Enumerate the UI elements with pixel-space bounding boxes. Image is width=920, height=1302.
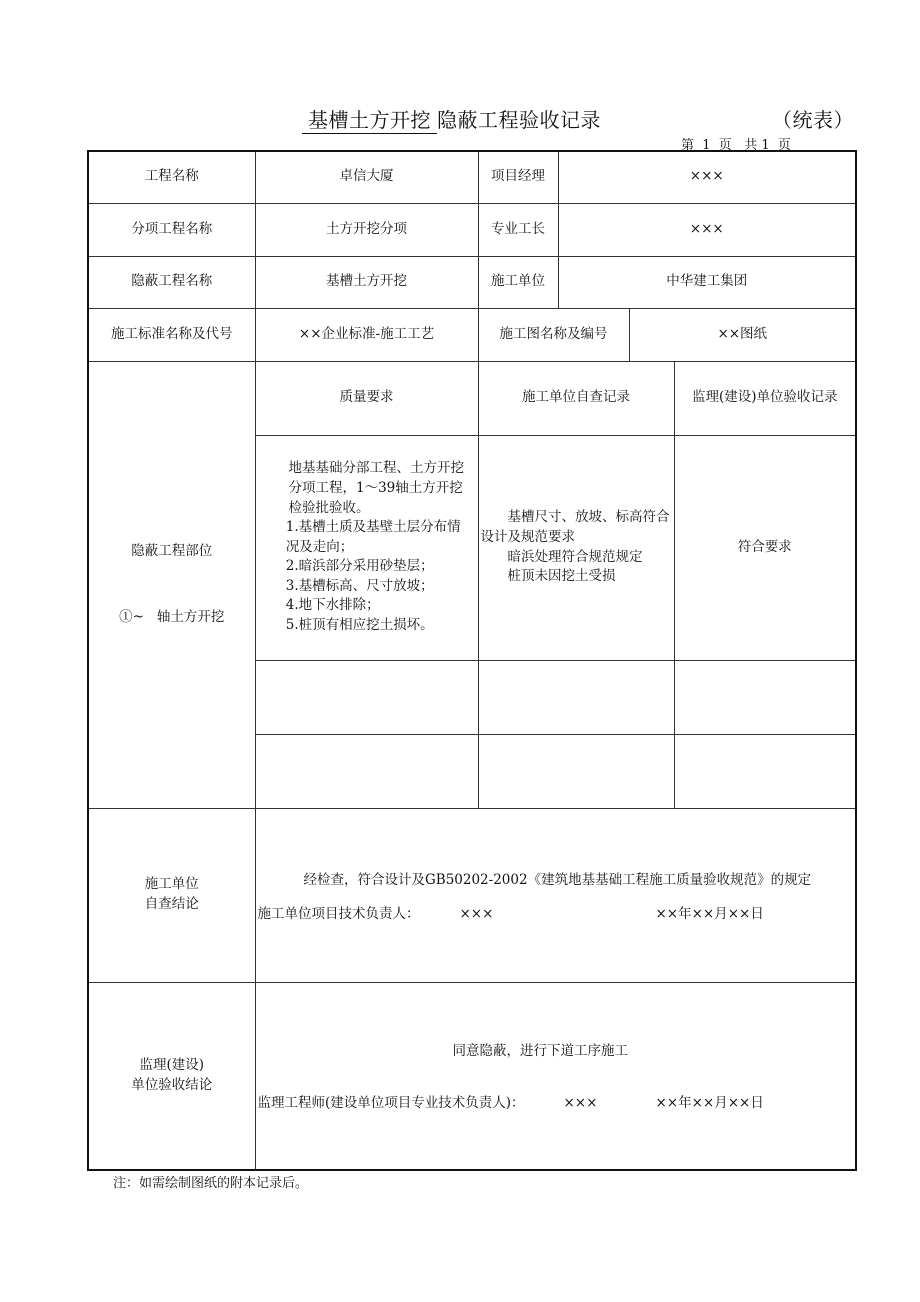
supervisor-conclusion-label-cell <box>88 982 255 1170</box>
form-title <box>302 104 601 133</box>
empty-cell <box>255 660 478 734</box>
project-name-label: 工程名称 <box>88 151 255 203</box>
quality-line: 地基基础分部工程、土方开挖分项工程，1～39轴土方开挖检验批验收。 <box>288 460 464 516</box>
foreman-value: ××× <box>558 203 856 256</box>
hidden-section-label: 隐蔽工程部位 <box>131 542 213 559</box>
self-conclusion-signer-label: 施工单位项目技术负责人： <box>257 905 420 922</box>
supervisor-conclusion-signer-label: 监理工程师(建设单位项目专业技术负责人)： <box>257 1094 525 1111</box>
title-suffix: 隐蔽工程验收记录 <box>437 108 601 132</box>
self-conclusion-cell <box>255 808 856 982</box>
quality-line: 1.基槽土质及基壁土层分布情况及走向； <box>285 519 461 555</box>
title-part-name: 基槽土方开挖 <box>302 108 437 134</box>
self-conclusion-text: 经检查，符合设计及GB50202-2002《建筑地基基础工程施工质量验收规范》的规定 <box>303 872 812 889</box>
contractor-value: 中华建工集团 <box>558 256 856 308</box>
hidden-project-value: 基槽土方开挖 <box>255 256 478 308</box>
empty-cell <box>674 734 856 808</box>
sub-project-label: 分项工程名称 <box>88 203 255 256</box>
supervisor-result: 符合要求 <box>674 435 856 660</box>
page-info: 第 1 页 共 1 页 <box>681 138 791 153</box>
self-check-line: 基槽尺寸、放坡、标高符合设计及规范要求 <box>480 509 670 545</box>
contractor-label: 施工单位 <box>478 256 558 308</box>
supervisor-conclusion-signer: ××× <box>563 1094 598 1111</box>
empty-cell <box>674 660 856 734</box>
self-check-line: 暗浜处理符合规范规定 <box>507 548 643 565</box>
drawing-label: 施工图名称及编号 <box>478 308 629 361</box>
quality-line: 3.基槽标高、尺寸放坡； <box>285 577 434 594</box>
self-check-line: 桩顶未因挖土受损 <box>507 568 616 585</box>
self-conclusion-date: ××年××月××日 <box>655 905 764 922</box>
empty-cell <box>478 734 674 808</box>
inspection-record-table <box>87 150 857 1171</box>
supervisor-conclusion-text: 同意隐蔽，进行下道工序施工 <box>452 1042 628 1059</box>
title-continued: （统表） <box>772 108 854 132</box>
col-self-check-header: 施工单位自查记录 <box>478 361 674 435</box>
col-quality-header: 质量要求 <box>255 361 478 435</box>
footnote: 注：如需绘制图纸的附本记录后。 <box>113 1176 309 1191</box>
standard-value: ××企业标准-施工工艺 <box>255 308 478 361</box>
foreman-label: 专业工长 <box>478 203 558 256</box>
self-conclusion-signer: ××× <box>459 905 494 922</box>
quality-line: 2.暗浜部分采用砂垫层； <box>285 558 434 575</box>
quality-requirements <box>255 435 478 660</box>
standard-label: 施工标准名称及代号 <box>88 308 255 361</box>
supervisor-conclusion-date: ××年××月××日 <box>655 1094 764 1111</box>
project-manager-value: ××× <box>558 151 856 203</box>
col-supervisor-header: 监理(建设)单位验收记录 <box>674 361 856 435</box>
supervisor-conclusion-label-line1: 监理(建设) <box>139 1057 205 1074</box>
hidden-section-location: ①~ 轴土方开挖 <box>119 608 225 625</box>
project-name-value: 卓信大厦 <box>255 151 478 203</box>
supervisor-conclusion-label-line2: 单位验收结论 <box>131 1076 213 1093</box>
self-conclusion-label-cell <box>88 808 255 982</box>
hidden-section-cell <box>88 361 255 808</box>
empty-cell <box>478 660 674 734</box>
quality-line: 4.地下水排除； <box>285 597 380 614</box>
supervisor-conclusion-cell <box>255 982 856 1170</box>
self-conclusion-label-line2: 自查结论 <box>144 896 199 912</box>
hidden-project-label: 隐蔽工程名称 <box>88 256 255 308</box>
self-check-record <box>478 435 674 660</box>
self-conclusion-label-line1: 施工单位 <box>144 876 199 893</box>
project-manager-label: 项目经理 <box>478 151 558 203</box>
drawing-value: ××图纸 <box>629 308 856 361</box>
sub-project-value: 土方开挖分项 <box>255 203 478 256</box>
empty-cell <box>255 734 478 808</box>
quality-line: 5.桩顶有相应挖土损坏。 <box>285 616 434 633</box>
